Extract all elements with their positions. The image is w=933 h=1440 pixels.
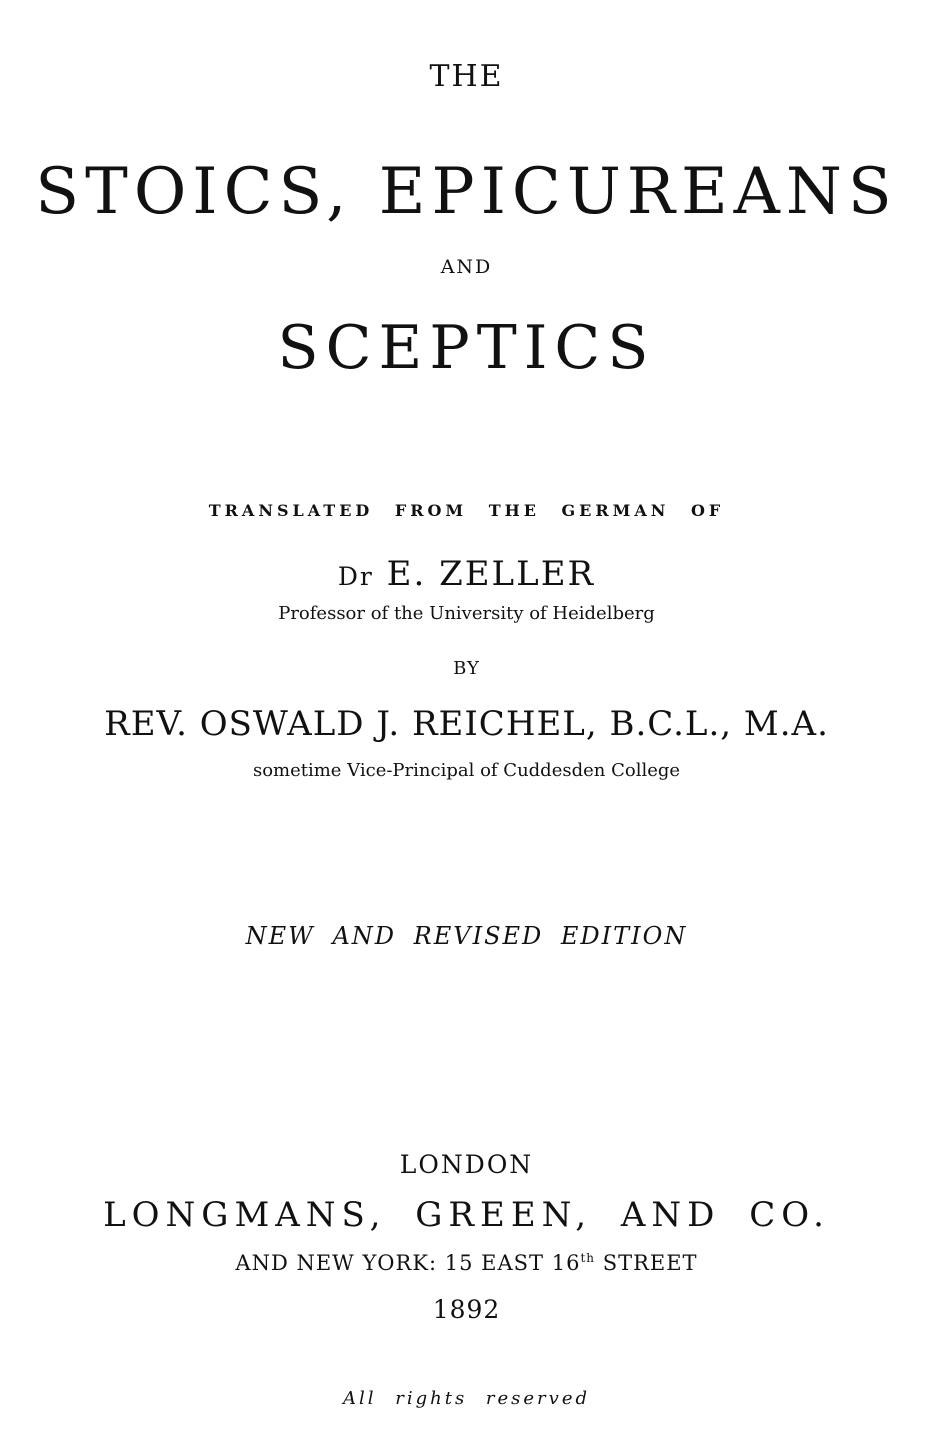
title-conjunction: AND [440,256,493,278]
author-name: E. ZELLER [386,554,596,594]
publication-year: 1892 [432,1295,501,1324]
publication-city: LONDON [399,1150,534,1179]
book-title: STOICS, EPICUREANS [35,155,898,229]
header-the: THE [429,59,504,94]
by-line: BY [453,658,480,679]
address-street: STREET [595,1251,698,1275]
rights-notice: All rights reserved [343,1388,590,1409]
author-affiliation: Professor of the University of Heidelberg [278,603,655,624]
author-prefix: Dr [337,562,374,591]
address-ordinal: th [580,1251,596,1265]
author-line [0,554,933,594]
edition-statement: NEW AND REVISED EDITION [245,922,688,950]
translated-from-line: TRANSLATED FROM THE GERMAN OF [208,501,725,520]
address-main: AND NEW YORK: 15 EAST 16 [235,1251,581,1275]
publisher-address [0,1252,933,1274]
translator-affiliation: sometime Vice-Principal of Cuddesden College [252,760,681,781]
translator-name: REV. OSWALD J. REICHEL, B.C.L., M.A. [104,704,829,744]
publisher-name: LONGMANS, GREEN, AND CO. [103,1195,830,1235]
book-subtitle: SCEPTICS [277,313,656,383]
